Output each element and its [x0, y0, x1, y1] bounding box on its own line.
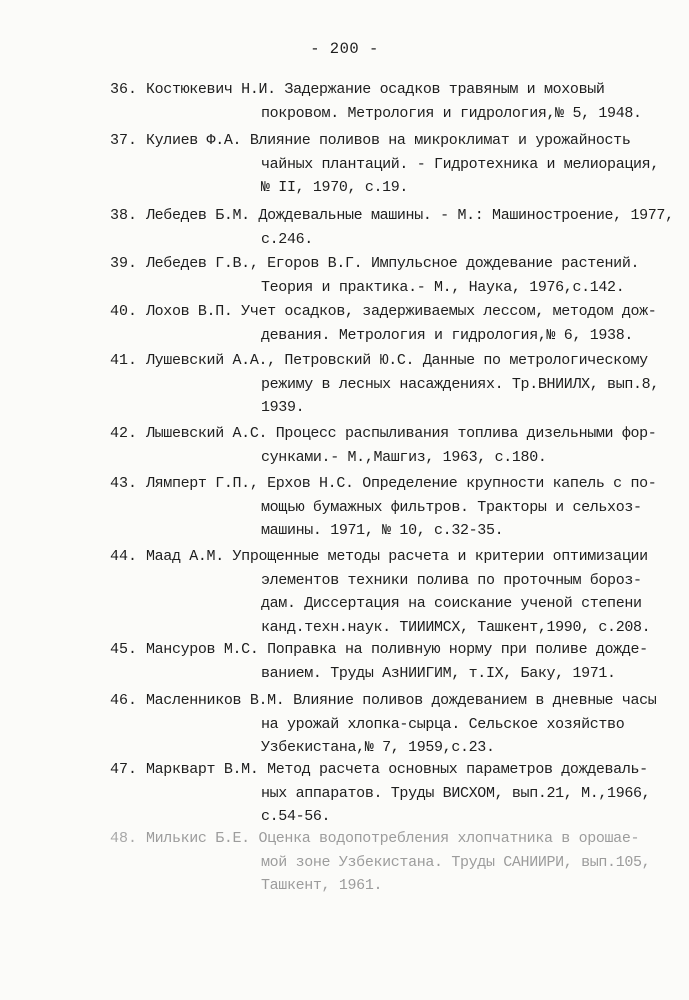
- reference-text-line: с.54-56.: [261, 808, 331, 825]
- reference-number: 38.: [110, 207, 138, 224]
- reference-text-line: Масленников В.М. Влияние поливов дождеванием в дневные часы: [146, 692, 657, 709]
- reference-text-line: Лебедев Г.В., Егоров В.Г. Импульсное дождевание растений.: [146, 255, 640, 272]
- reference-text-line: Мансуров М.С. Поправка на поливную норму при поливе дожде-: [146, 641, 648, 658]
- reference-text-line: № II, 1970, с.19.: [261, 179, 409, 196]
- reference-item: [0, 827, 689, 898]
- reference-text-line: на урожай хлопка-сырца. Сельское хозяйство: [261, 715, 625, 733]
- reference-number: 45.: [110, 641, 138, 658]
- reference-number: 39.: [110, 255, 138, 272]
- reference-item: [0, 689, 689, 760]
- reference-text-line: мощью бумажных фильтров. Тракторы и сельхоз-: [261, 498, 642, 516]
- reference-text-line: Маад А.М. Упрощенные методы расчета и критерии оптимизации: [146, 548, 648, 565]
- reference-text-line: дам. Диссертация на соискание ученой степени: [261, 595, 642, 612]
- reference-number: 37.: [110, 132, 138, 149]
- reference-text-line: покровом. Метрология и гидрология,№ 5, 1948.: [261, 104, 642, 122]
- reference-text-line: мой зоне Узбекистана. Труды САНИИРИ, вып.105,: [261, 853, 651, 871]
- reference-text-line: Лебедев Б.М. Дождевальные машины. - М.: Машиностроение, 1977,: [146, 207, 674, 224]
- reference-item: [0, 638, 689, 685]
- reference-text-line: Маркварт В.М. Метод расчета основных параметров дождеваль-: [146, 761, 648, 778]
- reference-text-line: Теория и практика.- М., Наука, 1976,с.142.: [261, 278, 625, 296]
- reference-text-line: Узбекистана,№ 7, 1959,с.23.: [261, 739, 495, 756]
- reference-number: 42.: [110, 425, 138, 442]
- reference-text-line: Лушевский А.А., Петровский Ю.С. Данные по метрологическому: [146, 352, 648, 369]
- reference-text-line: канд.техн.наук. ТИИИМСХ, Ташкент,1990, с.208.: [261, 618, 651, 636]
- reference-number: 40.: [110, 303, 138, 320]
- reference-item: [0, 545, 689, 639]
- reference-item: [0, 78, 689, 125]
- reference-number: 41.: [110, 352, 138, 369]
- reference-text-line: Кулиев Ф.А. Влияние поливов на микроклимат и урожайность: [146, 132, 631, 149]
- reference-item: [0, 349, 689, 420]
- reference-text-line: девания. Метрология и гидрология,№ 6, 1938.: [261, 326, 634, 344]
- reference-text-line: режиму в лесных насаждениях. Тр.ВНИИЛХ, вып.8,: [261, 375, 659, 393]
- reference-text-line: с.246.: [261, 230, 313, 248]
- reference-item: [0, 204, 689, 251]
- reference-number: 47.: [110, 761, 138, 778]
- reference-item: [0, 758, 689, 829]
- reference-text-line: ванием. Труды АзНИИГИМ, т.IX, Баку, 1971.: [261, 664, 616, 682]
- reference-text-line: Лохов В.П. Учет осадков, задерживаемых лессом, методом дож-: [146, 303, 657, 320]
- reference-text-line: 1939.: [261, 399, 305, 416]
- reference-text-line: чайных плантаций. - Гидротехника и мелиорация,: [261, 155, 659, 173]
- reference-item: [0, 472, 689, 543]
- reference-text-line: элементов техники полива по проточным бороз-: [261, 571, 642, 589]
- reference-number: 44.: [110, 548, 138, 565]
- reference-text-line: сунками.- М.,Машгиз, 1963, с.180.: [261, 448, 547, 466]
- reference-item: [0, 129, 689, 200]
- page-number: - 200 -: [310, 40, 379, 58]
- reference-text-line: Костюкевич Н.И. Задержание осадков травяным и моховый: [146, 81, 605, 98]
- reference-text-line: ных аппаратов. Труды ВИСХОМ, вып.21, М.,1966,: [261, 784, 651, 802]
- reference-number: 46.: [110, 692, 138, 709]
- reference-text-line: Лямперт Г.П., Ерхов Н.С. Определение крупности капель с по-: [146, 475, 657, 492]
- reference-text-line: Ташкент, 1961.: [261, 877, 383, 894]
- reference-item: [0, 252, 689, 299]
- reference-item: [0, 300, 689, 347]
- reference-item: [0, 422, 689, 469]
- reference-number: 36.: [110, 81, 138, 98]
- reference-text-line: Милькис Б.Е. Оценка водопотребления хлопчатника в орошае-: [146, 830, 640, 847]
- reference-number: 48.: [110, 830, 138, 847]
- reference-text-line: машины. 1971, № 10, с.32-35.: [261, 522, 504, 539]
- reference-number: 43.: [110, 475, 138, 492]
- reference-text-line: Лышевский А.С. Процесс распыливания топлива дизельными фор-: [146, 425, 657, 442]
